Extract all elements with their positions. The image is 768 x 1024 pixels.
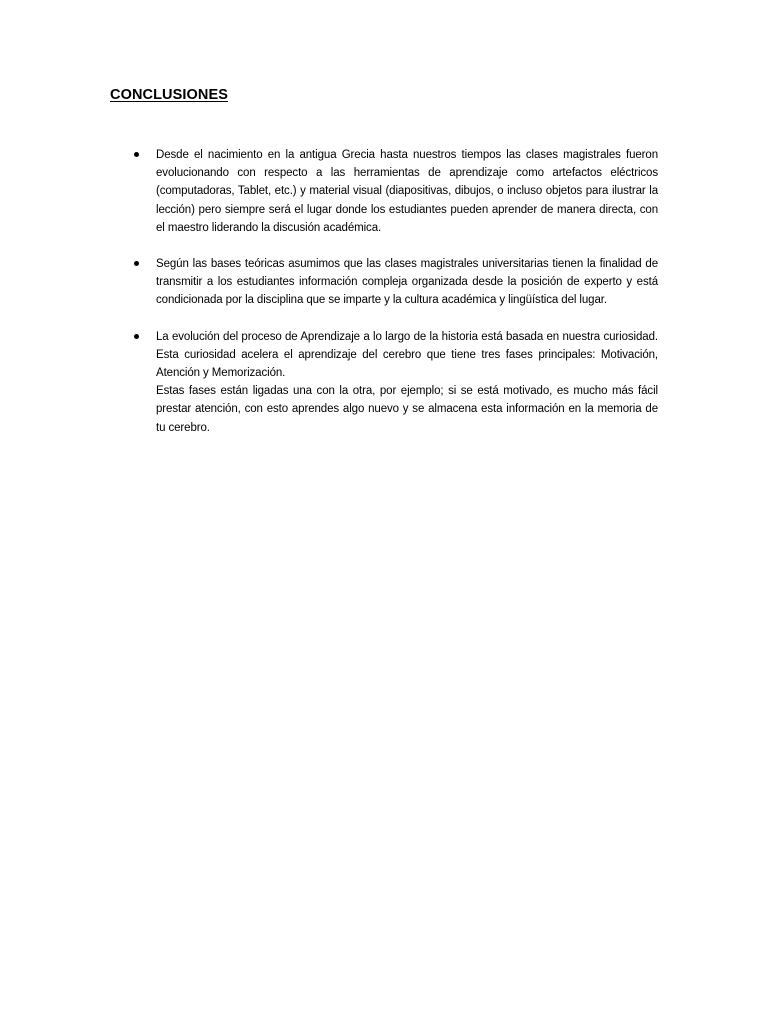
- bullet-icon: [134, 152, 139, 157]
- list-item: [130, 255, 658, 310]
- bullet-icon: [134, 334, 139, 339]
- paragraph: Según las bases teóricas asumimos que las clases magistrales universitarias tienen la finalidad de transmitir a los estudiantes información compleja organizada desde la posición de experto y está condicionada por la disciplina que se imparte y la cultura académica y lingüística del lugar.: [156, 258, 658, 307]
- list-item: [130, 328, 658, 437]
- page-title: CONCLUSIONES: [110, 87, 229, 103]
- conclusions-list: [130, 146, 658, 455]
- list-item: [130, 146, 658, 237]
- paragraph: Desde el nacimiento en la antigua Grecia hasta nuestros tiempos las clases magistrales fueron evolucionando con respecto a las herramientas de aprendizaje como artefactos eléctricos (computadoras, Tablet, etc.) y material visual (diapositivas, dibujos, o incluso objetos para ilustrar la lección) pero siempre será el lugar donde los estudiantes pueden aprender de manera directa, con el maestro liderando la discusión académica.: [156, 149, 658, 234]
- paragraph: Estas fases están ligadas una con la otra, por ejemplo; si se está motivado, es mucho más fácil prestar atención, con esto aprendes algo nuevo y se almacena esta información en la memoria de tu cerebro.: [156, 385, 658, 434]
- bullet-icon: [134, 261, 139, 266]
- paragraph: La evolución del proceso de Aprendizaje a lo largo de la historia está basada en nuestra curiosidad. Esta curiosidad acelera el aprendizaje del cerebro que tiene tres fases principales: Motivación, Atención y Memorización.: [156, 330, 658, 380]
